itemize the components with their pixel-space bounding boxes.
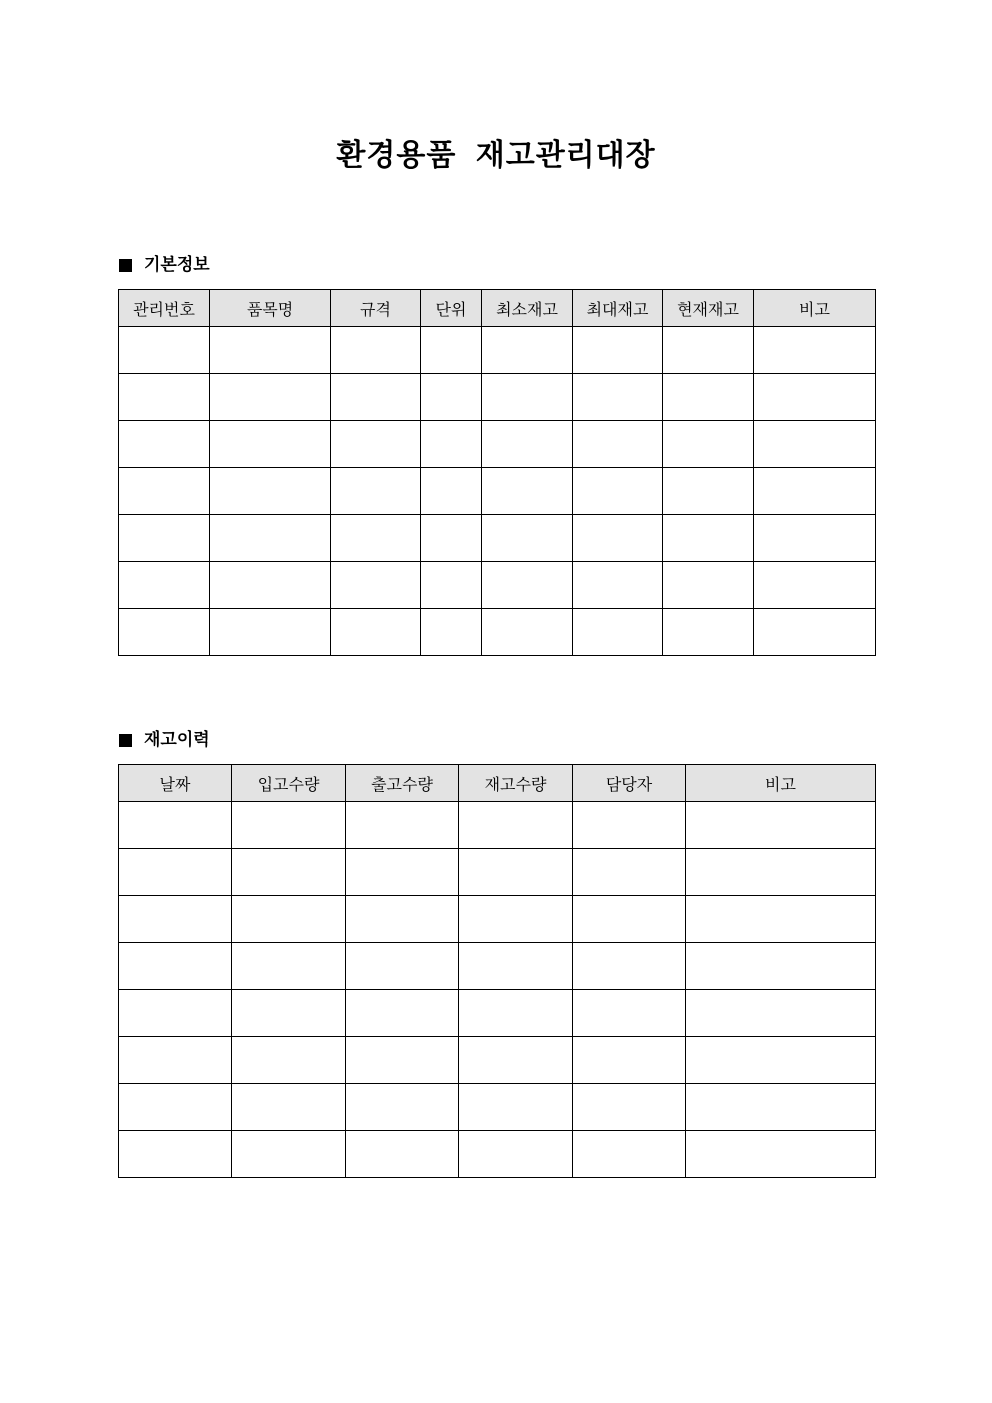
table-cell[interactable] bbox=[119, 802, 232, 849]
table-cell[interactable] bbox=[663, 468, 754, 515]
table-cell[interactable] bbox=[421, 515, 482, 562]
table-cell[interactable] bbox=[331, 468, 421, 515]
table-cell[interactable] bbox=[573, 468, 663, 515]
table-cell[interactable] bbox=[210, 421, 331, 468]
section-heading-stock-history bbox=[119, 729, 210, 751]
table-cell[interactable] bbox=[686, 1084, 876, 1131]
table-row bbox=[119, 374, 876, 421]
table-row bbox=[119, 421, 876, 468]
table-cell[interactable] bbox=[119, 374, 210, 421]
table-row bbox=[119, 802, 876, 849]
table-cell[interactable] bbox=[119, 468, 210, 515]
table-cell[interactable] bbox=[119, 421, 210, 468]
table-cell[interactable] bbox=[331, 327, 421, 374]
column-header: 출고수량 bbox=[346, 765, 459, 802]
column-header: 날짜 bbox=[119, 765, 232, 802]
table-cell[interactable] bbox=[573, 849, 686, 896]
table-cell[interactable] bbox=[459, 1131, 573, 1178]
table-cell[interactable] bbox=[119, 327, 210, 374]
table-cell[interactable] bbox=[346, 1131, 459, 1178]
table-cell[interactable] bbox=[663, 374, 754, 421]
table-cell[interactable] bbox=[663, 421, 754, 468]
table-cell[interactable] bbox=[686, 990, 876, 1037]
column-header: 담당자 bbox=[573, 765, 686, 802]
column-header: 재고수량 bbox=[459, 765, 573, 802]
table-cell[interactable] bbox=[232, 849, 346, 896]
table-cell[interactable] bbox=[210, 327, 331, 374]
table-cell[interactable] bbox=[573, 327, 663, 374]
table-cell[interactable] bbox=[421, 421, 482, 468]
table-cell[interactable] bbox=[459, 943, 573, 990]
table-cell[interactable] bbox=[119, 1084, 232, 1131]
table-row bbox=[119, 562, 876, 609]
table-cell[interactable] bbox=[573, 1084, 686, 1131]
table-cell[interactable] bbox=[119, 562, 210, 609]
table-cell[interactable] bbox=[232, 802, 346, 849]
table-cell[interactable] bbox=[119, 515, 210, 562]
table-row bbox=[119, 943, 876, 990]
table-cell[interactable] bbox=[331, 562, 421, 609]
table-cell[interactable] bbox=[331, 609, 421, 656]
table-cell[interactable] bbox=[482, 609, 573, 656]
table-cell[interactable] bbox=[346, 990, 459, 1037]
table-cell[interactable] bbox=[482, 327, 573, 374]
table-cell[interactable] bbox=[686, 1131, 876, 1178]
section-heading-label: 기본정보 bbox=[144, 255, 210, 275]
table-cell[interactable] bbox=[686, 943, 876, 990]
stock-history-table bbox=[118, 764, 876, 1178]
table-cell[interactable] bbox=[346, 896, 459, 943]
table-cell[interactable] bbox=[573, 562, 663, 609]
table-cell[interactable] bbox=[421, 609, 482, 656]
table-cell[interactable] bbox=[459, 990, 573, 1037]
table-cell[interactable] bbox=[119, 943, 232, 990]
table-cell[interactable] bbox=[663, 609, 754, 656]
table-cell[interactable] bbox=[346, 1037, 459, 1084]
table-header-row bbox=[119, 765, 876, 802]
table-cell[interactable] bbox=[482, 562, 573, 609]
column-header: 규격 bbox=[331, 290, 421, 327]
section-heading-basic-info bbox=[119, 254, 210, 276]
table-header-row bbox=[119, 290, 876, 327]
table-cell[interactable] bbox=[232, 990, 346, 1037]
square-bullet-icon bbox=[119, 259, 132, 272]
table-cell[interactable] bbox=[754, 327, 876, 374]
table-cell[interactable] bbox=[346, 943, 459, 990]
table-cell[interactable] bbox=[210, 468, 331, 515]
table-cell[interactable] bbox=[346, 849, 459, 896]
table-cell[interactable] bbox=[421, 468, 482, 515]
table-cell[interactable] bbox=[232, 943, 346, 990]
table-cell[interactable] bbox=[232, 1131, 346, 1178]
column-header: 관리번호 bbox=[119, 290, 210, 327]
table-cell[interactable] bbox=[459, 1084, 573, 1131]
section-heading-label: 재고이력 bbox=[144, 730, 210, 750]
table-cell[interactable] bbox=[459, 849, 573, 896]
table-row bbox=[119, 468, 876, 515]
table-row bbox=[119, 327, 876, 374]
table-cell[interactable] bbox=[459, 802, 573, 849]
table-cell[interactable] bbox=[346, 1084, 459, 1131]
column-header: 품목명 bbox=[210, 290, 331, 327]
table-cell[interactable] bbox=[459, 1037, 573, 1084]
table-cell[interactable] bbox=[119, 1131, 232, 1178]
column-header: 입고수량 bbox=[232, 765, 346, 802]
table-cell[interactable] bbox=[663, 327, 754, 374]
table-cell[interactable] bbox=[573, 421, 663, 468]
table-cell[interactable] bbox=[119, 1037, 232, 1084]
table-cell[interactable] bbox=[573, 1037, 686, 1084]
column-header: 현재재고 bbox=[663, 290, 754, 327]
table-cell[interactable] bbox=[482, 515, 573, 562]
table-cell[interactable] bbox=[573, 802, 686, 849]
table-cell[interactable] bbox=[573, 374, 663, 421]
table-cell[interactable] bbox=[210, 374, 331, 421]
table-row bbox=[119, 1037, 876, 1084]
table-cell[interactable] bbox=[754, 421, 876, 468]
table-cell[interactable] bbox=[573, 609, 663, 656]
table-row bbox=[119, 1084, 876, 1131]
table-cell[interactable] bbox=[754, 562, 876, 609]
table-cell[interactable] bbox=[210, 515, 331, 562]
table-cell[interactable] bbox=[482, 374, 573, 421]
table-cell[interactable] bbox=[331, 515, 421, 562]
column-header: 비고 bbox=[754, 290, 876, 327]
table-cell[interactable] bbox=[573, 896, 686, 943]
table-cell[interactable] bbox=[421, 327, 482, 374]
table-cell[interactable] bbox=[573, 943, 686, 990]
table-cell[interactable] bbox=[754, 468, 876, 515]
page-title: 환경용품 재고관리대장 bbox=[336, 138, 656, 173]
table-cell[interactable] bbox=[210, 562, 331, 609]
table-cell[interactable] bbox=[232, 896, 346, 943]
table-cell[interactable] bbox=[754, 609, 876, 656]
table-cell[interactable] bbox=[686, 849, 876, 896]
table-cell[interactable] bbox=[331, 421, 421, 468]
table-cell[interactable] bbox=[459, 896, 573, 943]
column-header: 단위 bbox=[421, 290, 482, 327]
column-header: 최대재고 bbox=[573, 290, 663, 327]
table-row bbox=[119, 849, 876, 896]
table-cell[interactable] bbox=[421, 374, 482, 421]
table-cell[interactable] bbox=[663, 562, 754, 609]
column-header: 최소재고 bbox=[482, 290, 573, 327]
square-bullet-icon bbox=[119, 734, 132, 747]
table-cell[interactable] bbox=[119, 849, 232, 896]
table-cell[interactable] bbox=[573, 515, 663, 562]
table-cell[interactable] bbox=[663, 515, 754, 562]
table-cell[interactable] bbox=[421, 562, 482, 609]
table-cell[interactable] bbox=[346, 802, 459, 849]
table-cell[interactable] bbox=[686, 802, 876, 849]
table-cell[interactable] bbox=[119, 609, 210, 656]
table-cell[interactable] bbox=[686, 1037, 876, 1084]
table-cell[interactable] bbox=[686, 896, 876, 943]
table-cell[interactable] bbox=[232, 1037, 346, 1084]
table-cell[interactable] bbox=[573, 990, 686, 1037]
table-row bbox=[119, 515, 876, 562]
table-row bbox=[119, 896, 876, 943]
table-cell[interactable] bbox=[482, 468, 573, 515]
table-row bbox=[119, 990, 876, 1037]
basic-info-table bbox=[118, 289, 876, 656]
table-cell[interactable] bbox=[119, 990, 232, 1037]
table-cell[interactable] bbox=[210, 609, 331, 656]
table-row bbox=[119, 609, 876, 656]
table-row bbox=[119, 1131, 876, 1178]
table-cell[interactable] bbox=[754, 374, 876, 421]
table-cell[interactable] bbox=[482, 421, 573, 468]
table-cell[interactable] bbox=[232, 1084, 346, 1131]
table-cell[interactable] bbox=[754, 515, 876, 562]
table-cell[interactable] bbox=[119, 896, 232, 943]
table-cell[interactable] bbox=[573, 1131, 686, 1178]
table-cell[interactable] bbox=[331, 374, 421, 421]
column-header: 비고 bbox=[686, 765, 876, 802]
